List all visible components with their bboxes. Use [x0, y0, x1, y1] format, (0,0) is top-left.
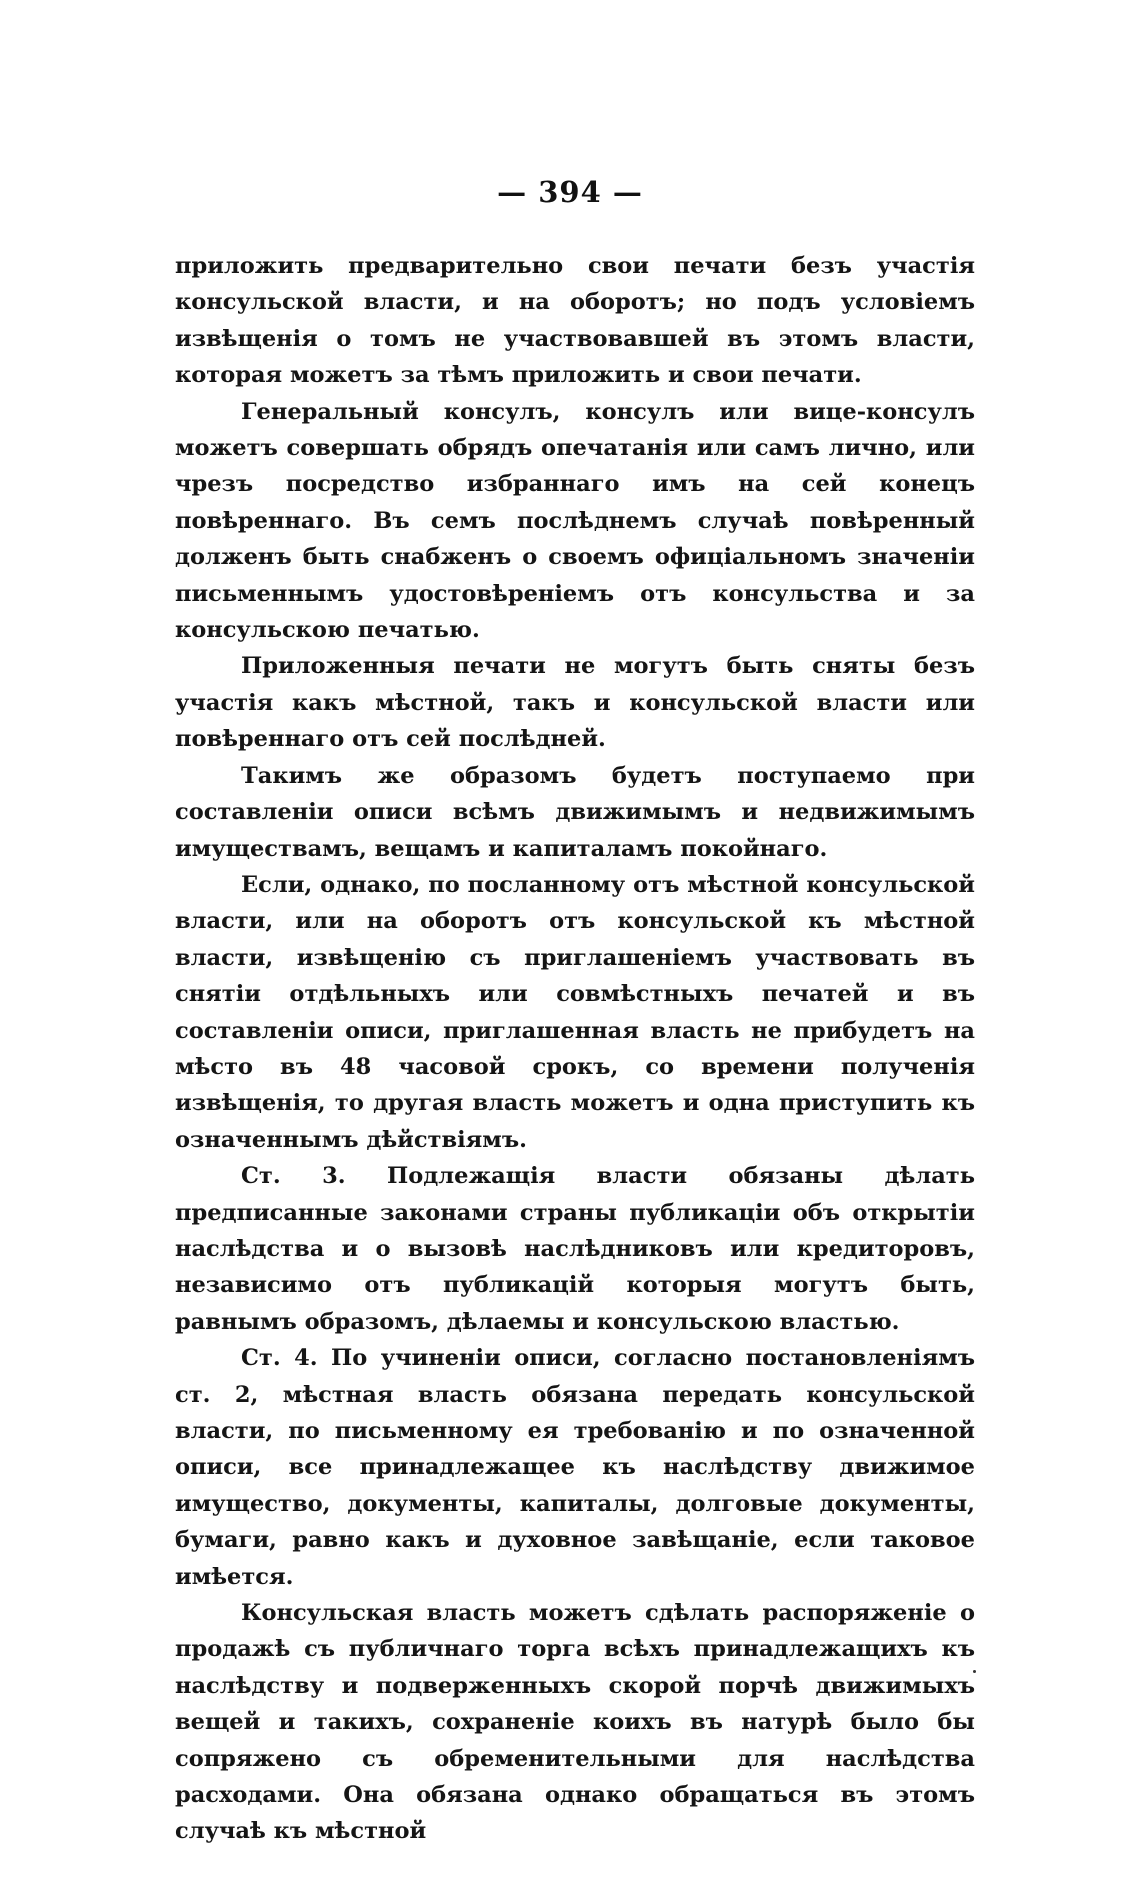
- paragraph-inventory: Такимъ же образомъ будетъ поступаемо при составленіи описи всѣмъ движимымъ и недвижимымъ имуществамъ, вещамъ и капиталамъ покойнаго.: [175, 762, 975, 862]
- paragraph-article-4: Ст. 4. По учиненіи описи, согласно постановленіямъ ст. 2, мѣстная власть обязана передать консульской власти, по письменному ея требованію и по означенной описи, все принадлежащее къ наслѣдству движимое имущество, документы, капиталы, долговые документы, бумаги, равно какъ и духовное завѣщаніе, если таковое имѣется.: [175, 1345, 975, 1590]
- paragraph-article-3: Ст. 3. Подлежащія власти обязаны дѣлать предписанные законами страны публикаціи объ открытіи наслѣдства и о вызовѣ наслѣдниковъ или кредиторовъ, независимо отъ публикацій которыя могутъ быть, равнымъ образомъ, дѣлаемы и консульскою властью.: [175, 1163, 975, 1335]
- paragraph-public-sale: Консульская власть можетъ сдѣлать распоряженіе о продажѣ съ публичнаго торга всѣхъ принадлежащихъ къ наслѣдству и подверженныхъ скорой порчѣ движимыхъ вещей и такихъ, сохраненіе коихъ въ натурѣ было бы сопряжено съ обременительными для наслѣдства расходами. Она обязана однако обращаться въ этомъ случаѣ къ мѣстной: [175, 1600, 975, 1845]
- paragraph-consul-sealing: Генеральный консулъ, консулъ или вице-консулъ можетъ совершать обрядъ опечатанія или самъ лично, или чрезъ посредство избраннаго имъ на сей конецъ повѣреннаго. Въ семъ послѣднемъ случаѣ повѣренный долженъ быть снабженъ о своемъ офиціальномъ значеніи письменнымъ удостовѣреніемъ отъ консульства и за консульскою печатью.: [175, 398, 975, 644]
- body-text: [175, 248, 975, 1850]
- page-number: — 394 —: [497, 175, 643, 209]
- paragraph-invitation: Если, однако, по посланному отъ мѣстной консульской власти, или на оборотъ отъ консульской къ мѣстной власти, извѣщенію съ приглашеніемъ участвовать въ снятіи отдѣльныхъ или совмѣстныхъ печатей и въ составленіи описи, приглашенная власть не прибудетъ на мѣсто въ 48 часовой срокъ, со времени полученія извѣщенія, то другая власть можетъ и одна приступить къ означеннымъ дѣйствіямъ.: [175, 871, 975, 1153]
- paragraph-continuation: приложить предварительно свои печати безъ участія консульской власти, и на оборотъ; но подъ условіемъ извѣщенія о томъ не участвовавшей въ этомъ власти, которая можетъ за тѣмъ приложить и свои печати.: [175, 253, 975, 389]
- speck-mark: [973, 1670, 976, 1673]
- paragraph-seal-removal: Приложенныя печати не могутъ быть сняты безъ участія какъ мѣстной, такъ и консульской власти или повѣреннаго отъ сей послѣдней.: [175, 653, 975, 753]
